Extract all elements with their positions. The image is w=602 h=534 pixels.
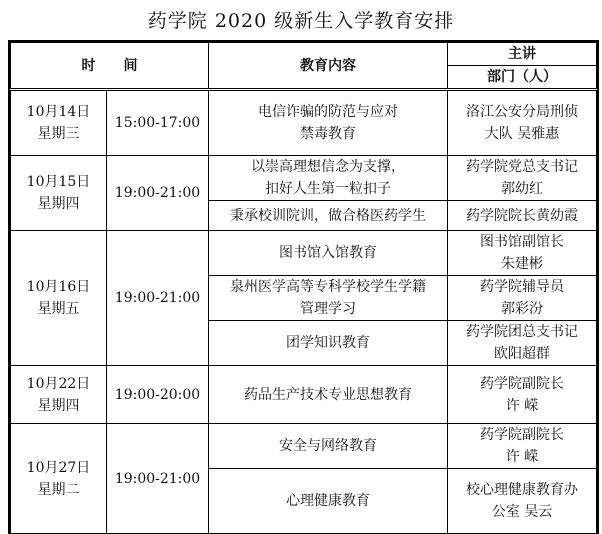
- table-row: [11, 366, 597, 424]
- content-text: 图书馆入馆教育: [279, 245, 377, 261]
- speaker-text: 许 嵘: [505, 449, 539, 465]
- content-text: 秉承校训院训，做合格医药学生: [230, 207, 426, 224]
- date-cell: [11, 366, 107, 424]
- content-cell: [209, 156, 448, 201]
- speaker-text: 图书馆副馆长: [480, 234, 564, 250]
- speaker-text: 郭幼红: [501, 181, 543, 197]
- speaker-cell: [448, 321, 597, 366]
- speaker-text: 欧阳超群: [494, 346, 550, 362]
- speaker-text: 朱建彬: [501, 256, 543, 272]
- date-cell: [11, 90, 107, 156]
- time-cell: 19:00-21:00: [107, 156, 209, 231]
- date-text: 10月16日: [26, 279, 91, 295]
- date-text: 星期四: [37, 397, 80, 414]
- table-row: [11, 90, 597, 156]
- date-text: 星期四: [37, 196, 80, 212]
- speaker-cell: [448, 156, 597, 201]
- content-text: 以崇高理想信念为支撑，: [251, 159, 405, 175]
- speaker-cell: [448, 276, 597, 321]
- speaker-text: 药学院副院长: [480, 427, 564, 443]
- speaker-text: 药学院团总支书记: [466, 324, 578, 340]
- table-row: [11, 424, 597, 469]
- date-text: 星期五: [37, 301, 80, 317]
- speaker-text: 许 嵘: [505, 397, 539, 414]
- schedule-table: [10, 42, 597, 534]
- date-cell: [11, 424, 107, 534]
- date-cell: [11, 156, 107, 231]
- speaker-cell: [448, 366, 597, 424]
- speaker-text: 大队 吴雅惠: [484, 126, 560, 142]
- date-text: 10月27日: [26, 459, 91, 476]
- date-text: 10月22日: [26, 375, 91, 392]
- speaker-text: 药学院辅导员: [480, 279, 564, 295]
- content-cell: [209, 366, 448, 424]
- time-cell: 19:00-21:00: [107, 424, 209, 534]
- speaker-cell: [448, 231, 597, 276]
- content-cell: [209, 231, 448, 276]
- date-cell: [11, 231, 107, 366]
- content-text: 禁毒教育: [300, 126, 356, 142]
- content-text: 管理学习: [300, 301, 356, 317]
- header-lead: 主讲: [448, 43, 597, 66]
- time-cell: 19:00-20:00: [107, 366, 209, 424]
- page-title: 药学院 2020 级新生入学教育安排: [147, 10, 455, 32]
- content-text: 心理健康教育: [286, 493, 370, 509]
- date-text: 星期三: [37, 126, 80, 142]
- speaker-text: 药学院院长黄幼霞: [466, 207, 578, 224]
- speaker-cell: [448, 424, 597, 469]
- date-text: 10月15日: [26, 174, 91, 190]
- table-row: [11, 231, 597, 276]
- header-dept: 部门（人）: [448, 66, 597, 90]
- date-text: 星期二: [37, 481, 80, 498]
- content-cell: [209, 424, 448, 469]
- content-text: 电信诈骗的防范与应对: [258, 104, 398, 120]
- header-time: 时 间: [11, 43, 209, 90]
- content-text: 药品生产技术专业思想教育: [244, 386, 412, 403]
- speaker-text: 校心理健康教育办: [466, 482, 578, 498]
- speaker-text: 公室 吴云: [491, 504, 553, 520]
- content-cell: [209, 469, 448, 534]
- content-text: 团学知识教育: [286, 335, 370, 351]
- speaker-text: 郭彩汾: [501, 301, 543, 317]
- schedule-body: [11, 90, 597, 534]
- content-cell: [209, 201, 448, 231]
- time-cell: 15:00-17:00: [107, 90, 209, 156]
- speaker-text: 洛江公安分局刑侦: [466, 104, 578, 120]
- content-text: 泉州医学高等专科学校学生学籍: [230, 279, 426, 295]
- content-text: 安全与网络教育: [279, 438, 377, 454]
- header-content: 教育内容: [209, 43, 448, 90]
- speaker-cell: [448, 201, 597, 231]
- content-cell: [209, 276, 448, 321]
- table-row: [11, 156, 597, 201]
- speaker-text: 药学院党总支书记: [466, 159, 578, 175]
- speaker-cell: [448, 469, 597, 534]
- content-cell: [209, 90, 448, 156]
- time-cell: 19:00-21:00: [107, 231, 209, 366]
- speaker-cell: [448, 90, 597, 156]
- speaker-text: 药学院副院长: [480, 375, 564, 392]
- content-text: 扣好人生第一粒扣子: [265, 181, 391, 197]
- content-cell: [209, 321, 448, 366]
- date-text: 10月14日: [26, 104, 91, 120]
